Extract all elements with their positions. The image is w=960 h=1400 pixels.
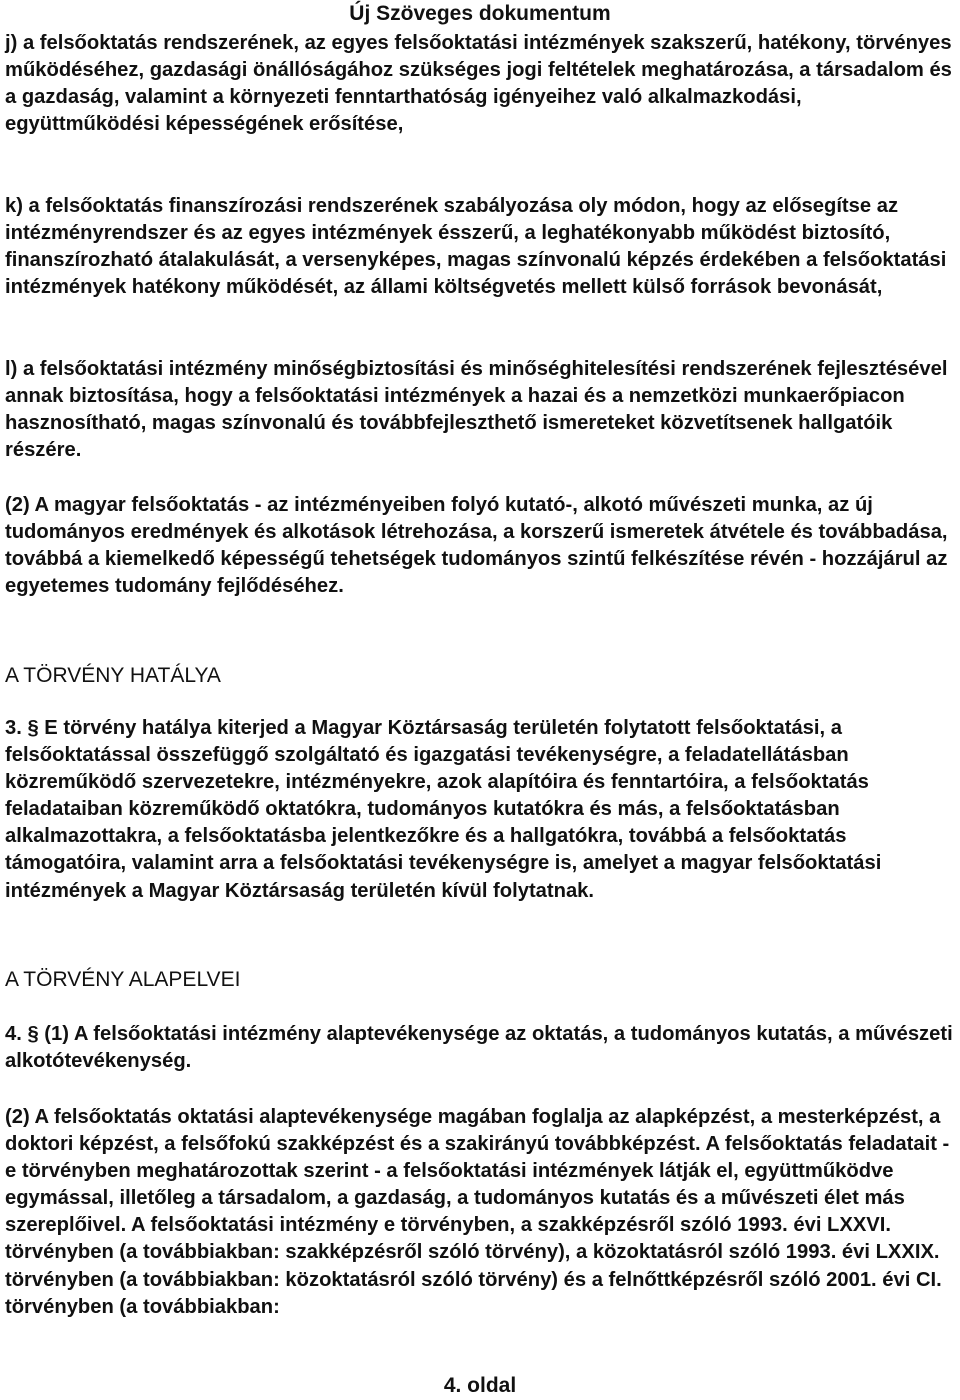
- section-3-text: E törvény hatálya kiterjed a Magyar Köztársaság területén folytatott felsőoktatási, a felsőoktatással összefüggő szolgáltató és igazgatási tevékenységre, a feladatellátásban közreműködő szervezetekre, intézményekre, azok alapítóira és fenntartóira, a felsőoktatás feladataiban közreműködő oktatókra, tudományos kutatókra és más, a felsőoktatásban alkalmazottakra, a felsőoktatásba jelentkezőkre és a hallgatókra, továbbá a felsőoktatás támogatóira, valamint arra a felsőoktatási tevékenységre is, amelyet a magyar felsőoktatási intézmények a Magyar Köztársaság területén kívül folytatnak.: [5, 717, 882, 902]
- heading-torveny-hatalya: A TÖRVÉNY HATÁLYA: [5, 664, 221, 687]
- heading-torveny-alapelvei: A TÖRVÉNY ALAPELVEI: [5, 968, 241, 991]
- paragraph-j: j) a felsőoktatás rendszerének, az egyes felsőoktatási intézmények szakszerű, hatékony, törvényes működéséhez, gazdasági önállóságához szükséges jogi feltételek meghatározása, a társadalom és a gazdaság, valamint a környezeti fenntarthatóság igényeihez való alkalmazkodási, együttműködési képességének erősítése,: [5, 32, 952, 136]
- section-4-paragraph-1: [5, 1021, 960, 1075]
- section-4-paragraph-2: (2) A felsőoktatás oktatási alaptevékenysége magában foglalja az alapképzést, a mesterképzést, a doktori képzést, a felsőfokú szakképzést és a szakirányú továbbképzést. A felsőoktatás feladatait - e törvényben meghatározottak szerint - a felsőoktatási intézmények látják el, együttműködve egymással, illetőleg a társadalom, a gazdaság, a tudományos kutatás és a művészeti élet más szereplőivel. A felsőoktatási intézmény e törvényben, a szakképzésről szóló 1993. évi LXXVI. törvényben (a továbbiakban: szakképzésről szóló törvény), a közoktatásról szóló 1993. évi LXXIX. törvényben (a továbbiakban: közoktatásról szóló törvény) és a felnőttképzésről szóló 2001. évi CI. törvényben (a továbbiakban:: [5, 1106, 950, 1318]
- page-number: 4. oldal: [443, 1374, 517, 1397]
- section-3-paragraph: [5, 715, 960, 905]
- paragraph-l: l) a felsőoktatási intézmény minőségbiztosítási és minőséghitelesítési rendszerének fejlesztésével annak biztosítása, hogy a felsőoktatási intézmények a hazai és a nemzetközi munkaerőpiacon hasznosítható, magas színvonalú és továbbfejleszthető ismereteket közvetítsenek hallgatóik részére.: [5, 358, 948, 462]
- section-4-p1-text: (1) A felsőoktatási intézmény alaptevékenysége az oktatás, a tudományos kutatás, a művészeti alkotótevékenység.: [5, 1023, 953, 1073]
- paragraph-2: (2) A magyar felsőoktatás - az intézményeiben folyó kutató-, alkotó művészeti munka, az új tudományos eredmények és alkotások létrehozása, a korszerű ismeretek átvétele és továbbadása, továbbá a kiemelkedő képességű tehetségek tudományos szintű felkészítése révén - hozzájárul az egyetemes tudomány fejlődéséhez.: [5, 494, 948, 598]
- section-number: 4.: [5, 1023, 22, 1045]
- section-symbol-link[interactable]: §: [27, 717, 39, 739]
- section-number: 3.: [5, 717, 22, 739]
- section-symbol-link[interactable]: §: [27, 1023, 39, 1045]
- document-title: Új Szöveges dokumentum: [349, 2, 611, 25]
- paragraph-k: k) a felsőoktatás finanszírozási rendszerének szabályozása oly módon, hogy az elősegítse az intézményrendszer és az egyes intézmények ésszerű, a leghatékonyabb működést biztosító, finanszírozható átalakulását, a versenyképes, magas színvonalú képzés érdekében a felsőoktatási intézmények hatékony működését, az állami költségvetés mellett külső források bevonását,: [5, 195, 947, 299]
